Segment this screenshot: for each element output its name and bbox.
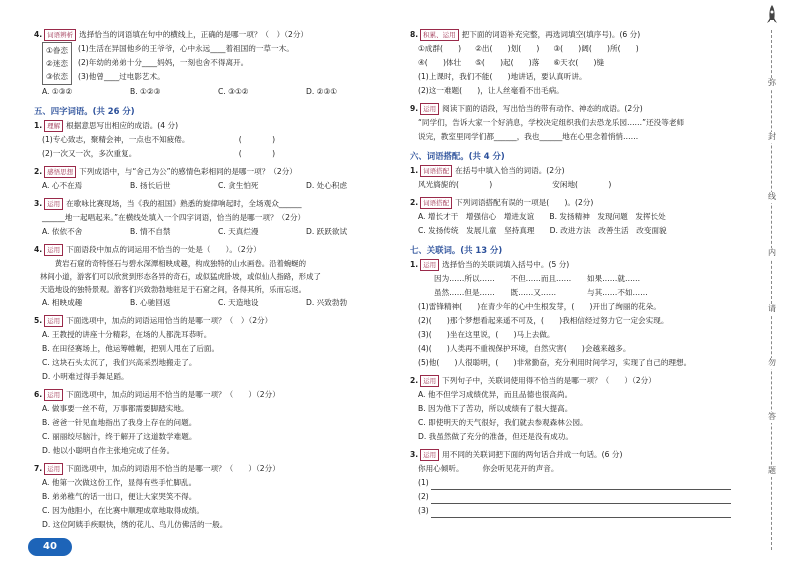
conjunction-item: 虽然……但是…… (434, 288, 495, 297)
question-stem: 下面选项中，加点的词运用不恰当的是哪一项？（ ）（2分） (66, 390, 280, 399)
section-heading: 六、词语搭配。(共 4 分) (410, 151, 505, 161)
question-number: 9. (410, 104, 419, 113)
question-right-7-1 (410, 258, 740, 370)
source-sentence: 你用心倾听。 你会听见花开的声音。 (418, 464, 559, 473)
answer-blank[interactable] (431, 480, 731, 490)
reading-passage (34, 257, 394, 296)
sentence-line: (4)( )人类再不重视保护环境，自然灾害( )会越来越多。 (418, 344, 631, 353)
question-tag: 积累、运用 (420, 29, 459, 41)
option-row (34, 179, 394, 193)
seal-char: 勿 (764, 358, 780, 369)
question-tag: 感悟思想 (44, 166, 76, 178)
question-tag: 词语搭配 (420, 165, 452, 177)
question-stem: 下列成语中，与“舍己为公”的感情色彩相同的是哪一项？（2分） (79, 167, 297, 176)
option-c[interactable]: C. 天真烂漫 (218, 227, 259, 236)
answer-blank[interactable] (431, 494, 731, 504)
option-b[interactable]: B. 情不自禁 (130, 227, 171, 236)
word-item: ④( )体壮 (418, 58, 462, 67)
question-right-6-2 (410, 196, 740, 238)
option-a[interactable]: A. 心不在焉 (42, 181, 83, 190)
question-stem: 下列词语搭配有误的一项是( )。(2分) (455, 198, 594, 207)
question-left-5-2 (34, 165, 394, 193)
word-item: ①眷恋 (46, 46, 68, 55)
sentence-line: (3)( )坐在这里说，( )马上去做。 (418, 330, 555, 339)
passage-line: 天造地设的独特景观。游客们兴致勃勃地驻足于石窟之间，各得其所，乐而忘返。 (40, 285, 307, 294)
blank-item[interactable]: 安闲地( ) (552, 180, 612, 189)
seal-char: 弥 (764, 78, 780, 89)
option-c[interactable]: C. 丽丽绞尽脑汁，终于解开了这道数学难题。 (42, 432, 197, 441)
option-c[interactable]: C. ③①② (218, 87, 249, 96)
conjunction-item: 既……又…… (510, 288, 557, 297)
sentence-line: (5)他( )人很聪明，( )非常勤奋，充分利用时间学习，实现了自己的理想。 (418, 358, 692, 367)
option-d[interactable]: D. 处心积虑 (306, 181, 348, 190)
section-heading: 五、四字词语。(共 26 分) (34, 106, 135, 116)
option-d[interactable]: D. 这位阿姨手疾眼快，绣的花儿、鸟儿仿佛活的一般。 (42, 520, 228, 529)
word-item: ①成群( ) (418, 44, 462, 53)
question-tag: 运用 (44, 244, 63, 256)
question-number: 4. (34, 245, 43, 254)
question-stem: 根据意思写出相应的成语。(4 分) (66, 121, 179, 130)
option-d[interactable]: D. ②③① (306, 87, 338, 96)
question-tag: 词语搭配 (420, 197, 452, 209)
sentence-line: (2)这一难题( )，让人丝毫看不出毛病。 (418, 86, 564, 95)
option-d[interactable]: D. 兴致勃勃 (306, 298, 348, 307)
answer-line (410, 504, 740, 518)
question-number: 2. (410, 376, 419, 385)
answer-blank[interactable] (431, 508, 731, 518)
question-tag: 运用 (44, 198, 63, 210)
question-stem: 用不同的关联词把下面的两句话合并成一句话。(6 分) (442, 450, 623, 459)
rocket-icon (765, 4, 779, 32)
question-number: 5. (34, 316, 43, 325)
passage-line: “同学们，告诉大家一个好消息，学校决定组织我们去恐龙乐园……”还没等老师 (418, 118, 685, 127)
question-left-5-6 (34, 388, 394, 458)
right-column (410, 28, 740, 522)
question-left-5-5 (34, 314, 394, 384)
passage-line: 林间小道，游客们可以欣赏到形态各异的奇石，或似猛虎卧坡，或似仙人指路，形成了 (40, 272, 321, 281)
question-right-7-2 (410, 374, 740, 444)
seal-char: 内 (764, 248, 780, 259)
option-c[interactable]: C. 贪生怕死 (218, 181, 259, 190)
question-stem: 在括号中填入恰当的词语。(2分) (455, 166, 565, 175)
page-number-badge: 40 (28, 538, 72, 556)
question-number: 1. (410, 260, 419, 269)
question-number: 1. (410, 166, 419, 175)
option-c[interactable]: C. 这块石头太沉了，我们兴高采烈地搬走了。 (42, 358, 197, 367)
option-d[interactable]: D. 跃跃欲试 (306, 227, 348, 236)
word-item: ⑥天衣( )缝 (553, 58, 605, 67)
answer-label: (1) (418, 478, 429, 487)
blank-item[interactable]: 风光旖旎的( ) (418, 180, 493, 189)
question-left-5-4 (34, 243, 394, 310)
question-right-8 (410, 28, 740, 98)
passage-line: 说完，教室里同学们都______，我也______地在心里念着悄悄…… (418, 132, 639, 141)
option-a[interactable]: A. 他不但学习成绩优异，而且品德也很高尚。 (418, 390, 573, 399)
question-number: 8. (410, 30, 419, 39)
question-right-7-3 (410, 448, 740, 518)
question-tag: 理解 (44, 120, 63, 132)
question-left-5-3 (34, 197, 394, 239)
option-d[interactable]: D. 小明难过得手舞足蹈。 (42, 372, 129, 381)
sentence-line: (3)他曾____过电影艺术。 (78, 72, 165, 81)
option-row (34, 225, 394, 239)
word-item: ②迷恋 (46, 59, 68, 68)
word-item: ③依恋 (46, 72, 68, 81)
question-number: 1. (34, 121, 43, 130)
sentence-line: (1)专心致志，聚精会神，一点也不知疲倦。 ( ) (42, 135, 276, 144)
option-row[interactable]: A. 增长才干 增强信心 增进友谊 B. 发扬精神 发现问题 发挥长处 (418, 212, 666, 221)
option-a[interactable]: A. 相映成趣 (42, 298, 83, 307)
question-stem: 选择恰当的词语填在句中的横线上，正确的是哪一项？（ ）（2分） (79, 30, 309, 39)
conjunction-item: 与其……不如…… (587, 288, 648, 297)
question-stem: 下面选项中，加点的词语运用恰当的是哪一项？（ ）（2分） (66, 316, 273, 325)
option-row[interactable]: C. 发扬传统 发展儿童 坚持真理 D. 改进方法 改善生活 改变面貌 (418, 226, 667, 235)
question-tag: 运用 (420, 259, 439, 271)
sentence-line: (2)( )那个梦想看起来遥不可及，( )我相信经过努力它一定会实现。 (418, 316, 669, 325)
option-b[interactable]: B. 因为他下了苦功，所以成绩有了很大提高。 (418, 404, 573, 413)
question-tag: 运用 (420, 103, 439, 115)
question-tag: 词语辨析 (44, 29, 76, 41)
option-d[interactable]: D. 我虽然做了充分的准备，但还是没有成功。 (418, 432, 573, 441)
question-number: 3. (410, 450, 419, 459)
word-row (410, 42, 740, 56)
seal-char: 请 (764, 304, 780, 315)
seal-char: 封 (764, 132, 780, 143)
option-b[interactable]: B. 心驰回返 (130, 298, 171, 307)
question-stem: 阅读下面的语段，写出恰当的带有动作、神态的成语。(2分) (442, 104, 643, 113)
option-a[interactable]: A. ①③② (42, 87, 73, 96)
option-d[interactable]: D. 他以小聪明自作主张地完成了任务。 (42, 446, 175, 455)
question-number: 3. (34, 199, 43, 208)
word-item: ②出( )划( ) (475, 44, 540, 53)
word-item: ③( )阔( )所( ) (553, 44, 639, 53)
question-right-6-1 (410, 164, 740, 192)
sentence-line: (2)年幼的弟弟十分____妈妈，一刻也舍不得离开。 (78, 58, 249, 67)
question-stem: 下面选项中，加点的词语用不恰当的是哪一项？（ ）（2分） (66, 464, 280, 473)
question-stem: 在歌咏比赛现场，当《我的祖国》熟悉的旋律响起时，全场观众______ (66, 199, 302, 208)
question-number: 7. (34, 464, 43, 473)
option-b[interactable]: B. 在田径赛场上，他运筹帷幄，把别人甩在了后面。 (42, 344, 220, 353)
option-b[interactable]: B. ①②③ (130, 87, 161, 96)
conjunction-item: 不但……而且…… (510, 274, 572, 283)
question-tag: 运用 (44, 463, 63, 475)
passage-line: 黄岩石窟的奇特怪石与碧水深潭相映成趣，构成独特的山水画卷。沿着蜿蜒的 (40, 259, 307, 268)
question-left-4 (34, 28, 394, 99)
section-heading: 七、关联词。(共 13 分) (410, 245, 503, 255)
question-number: 2. (34, 167, 43, 176)
question-tag: 运用 (420, 449, 439, 461)
option-a[interactable]: A. 他第一次做这份工作，显得有些手忙脚乱。 (42, 478, 197, 487)
option-a[interactable]: A. 王教授的讲座十分精彩，在场的人都洗耳恭听。 (42, 330, 212, 339)
question-number: 2. (410, 198, 419, 207)
sentence-line: (1)生活在异国他乡的王爷爷，心中永远____着祖国的一草一木。 (78, 44, 294, 53)
question-number: 4. (34, 30, 43, 39)
option-c[interactable]: C. 天造地设 (218, 298, 259, 307)
option-a[interactable]: A. 依依不舍 (42, 227, 83, 236)
option-b[interactable]: B. 扬长后世 (130, 181, 171, 190)
answer-line (410, 490, 740, 504)
question-tag: 运用 (44, 389, 63, 401)
question-right-9 (410, 102, 740, 144)
sentence-line: (2)一次又一次，多次重复。 ( ) (42, 149, 276, 158)
option-c[interactable]: C. 即使明天的天气很好，我们就去参观森林公园。 (418, 418, 588, 427)
option-row (34, 85, 394, 99)
answer-line (410, 476, 740, 490)
seal-char: 答 (764, 412, 780, 423)
question-stem: 下面语段中加点的词运用不恰当的一处是（ ）。（2分） (66, 245, 261, 254)
sentence-line: (1)上课时，我们不能( )地讲话，要认真听讲。 (418, 72, 587, 81)
binding-margin (757, 0, 787, 566)
question-number: 6. (34, 390, 43, 399)
seal-char: 线 (764, 192, 780, 203)
option-c[interactable]: C. 因为他胆小，在比赛中顺理成章地取得成绩。 (42, 506, 205, 515)
conjunction-item: 如果……就…… (587, 274, 641, 283)
option-b[interactable]: B. 弟弟稚气的话一出口，便让大家哭笑不得。 (42, 492, 197, 501)
question-stem-cont: ______地一起唱起来。”在横线处填入一个四字词语，恰当的是哪一项？（2分） (42, 213, 306, 222)
word-item: ⑤( )起( )落 (475, 58, 540, 67)
option-row (34, 296, 394, 310)
blank-row (410, 178, 740, 192)
answer-label: (3) (418, 506, 429, 515)
question-left-5-7 (34, 462, 394, 532)
answer-label: (2) (418, 492, 429, 501)
seal-char: 题 (764, 466, 780, 477)
question-left-5-1 (34, 119, 394, 161)
conjunction-item: 因为……所以…… (434, 274, 495, 283)
question-stem: 选择恰当的关联词填入括号中。(5 分) (442, 260, 570, 269)
question-tag: 运用 (420, 375, 439, 387)
option-a[interactable]: A. 做事要一丝不苟，万事都需要脚踏实地。 (42, 404, 189, 413)
question-tag: 运用 (44, 315, 63, 327)
word-box (42, 42, 72, 85)
question-stem: 把下面的词语补充完整，再选词填空(填序号)。(6 分) (461, 30, 641, 39)
option-b[interactable]: B. 爸爸一针见血地指出了我身上存在的问题。 (42, 418, 197, 427)
question-stem: 下列句子中，关联词使用得不恰当的是哪一项？（ ）（2分） (442, 376, 656, 385)
conjunction-list (410, 272, 740, 300)
word-row (410, 56, 740, 70)
sentence-line: (1)雷锋精神( )在青少年的心中生根发芽，( )开出了绚丽的花朵。 (418, 302, 661, 311)
left-column (34, 28, 394, 536)
